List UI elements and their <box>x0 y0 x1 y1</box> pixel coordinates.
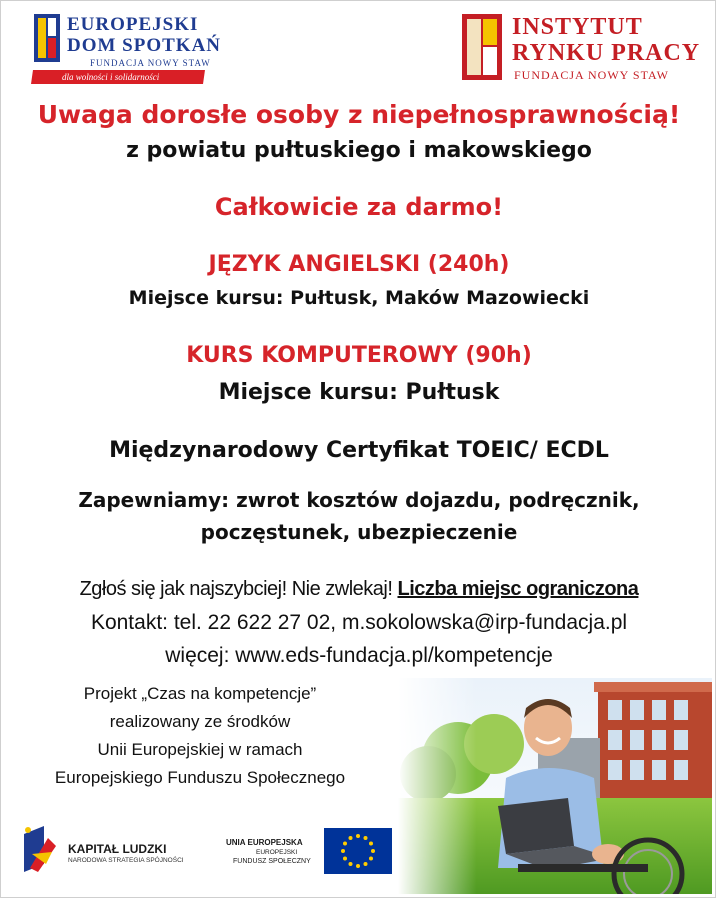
ue-line2: EUROPEJSKI <box>256 849 298 856</box>
ue-line3: FUNDUSZ SPOŁECZNY <box>233 858 311 865</box>
irp-window-icon <box>462 14 502 80</box>
irp-logo-line1: INSTYTUT <box>512 14 643 40</box>
course-english-location: Miejsce kursu: Pułtusk, Maków Mazowiecki <box>128 287 590 309</box>
eds-banner-text: dla wolności i solidarności <box>62 72 160 82</box>
contact-line: Kontakt: tel. 22 622 27 02, m.sokolowska@irp-fundacja.pl <box>90 611 628 634</box>
project-line1: Projekt „Czas na kompetencje” <box>83 684 317 703</box>
eds-logo-line1: EUROPEJSKI <box>67 14 199 35</box>
certificate: Międzynarodowy Certyfikat TOEIC/ ECDL <box>109 438 609 463</box>
project-line2: realizowany ze środków <box>109 712 291 731</box>
eds-logo <box>30 12 222 87</box>
course-english-title: JĘZYK ANGIELSKI (240h) <box>208 252 510 277</box>
kapital-ludzki-logo <box>22 824 202 876</box>
benefits-line2: poczęstunek, ubezpieczenie <box>200 520 518 544</box>
course-computer-location: Miejsce kursu: Pułtusk <box>218 380 500 405</box>
project-line3: Unii Europejskiej w ramach <box>97 740 303 759</box>
irp-logo-line2: RYNKU PRACY <box>512 40 701 66</box>
kapital-ludzki-icon <box>22 824 62 874</box>
ue-logo <box>226 828 394 878</box>
ue-line1: UNIA EUROPEJSKA <box>226 838 303 847</box>
student-photo-illustration <box>398 678 712 894</box>
call-to-action <box>0 578 718 601</box>
headline-attention: Uwaga dorosłe osoby z niepełnosprawnością! <box>37 100 681 129</box>
headline-region: z powiatu pułtuskiego i makowskiego <box>126 138 592 163</box>
course-computer-title: KURS KOMPUTEROWY (90h) <box>186 343 532 368</box>
limited-places: Liczba miejsc ograniczona <box>397 578 639 600</box>
eds-logo-line3: FUNDACJA NOWY STAW <box>90 58 211 68</box>
irp-logo-line3: FUNDACJA NOWY STAW <box>514 68 669 82</box>
project-line4: Europejskiego Funduszu Społecznego <box>54 768 346 787</box>
headline-free: Całkowicie za darmo! <box>214 193 504 221</box>
kapital-ludzki-title: KAPITAŁ LUDZKI <box>68 842 167 856</box>
website-line: więcej: www.eds-fundacja.pl/kompetencje <box>165 644 553 667</box>
eds-logo-line2: DOM SPOTKAŃ <box>67 35 222 56</box>
eds-window-icon <box>34 14 60 62</box>
eu-flag-icon <box>324 828 392 874</box>
photo-student-wheelchair <box>398 678 712 894</box>
kapital-ludzki-subtitle: NARODOWA STRATEGIA SPÓJNOŚCI <box>68 857 184 864</box>
benefits-line1: Zapewniamy: zwrot kosztów dojazdu, podręcznik, <box>78 488 640 512</box>
irp-logo <box>462 12 701 87</box>
call-to-action-text: Zgłoś się jak najszybciej! Nie zwlekaj! <box>79 578 398 600</box>
